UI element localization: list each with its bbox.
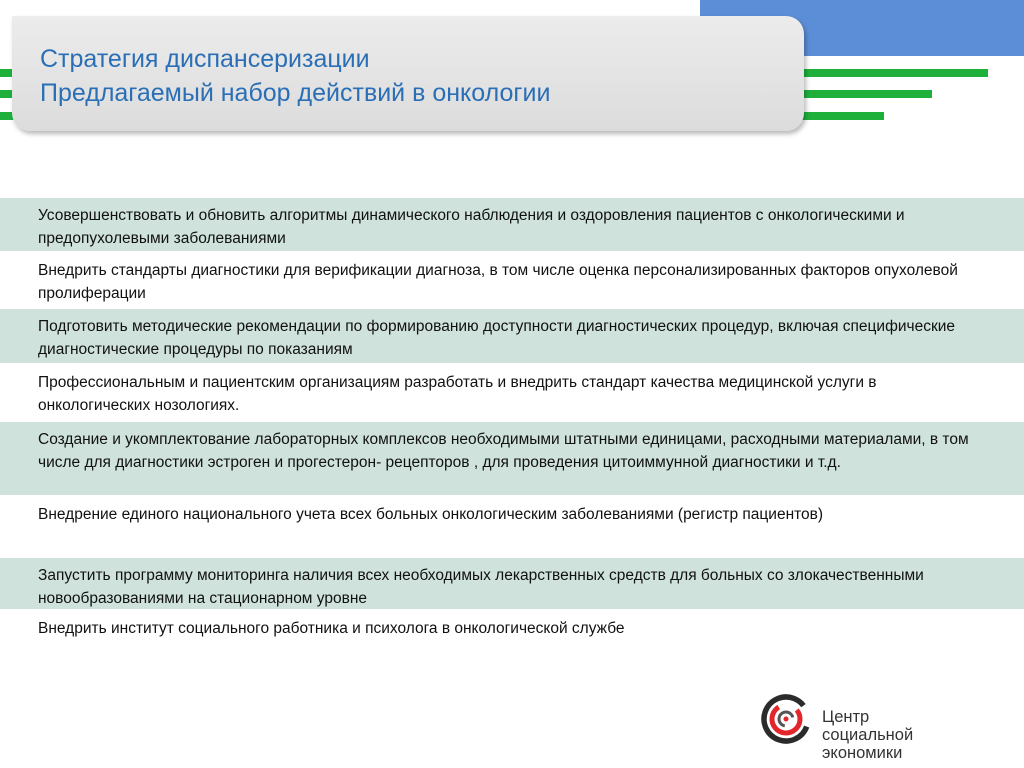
list-item: Подготовить методические рекомендации по формированию доступности диагностических процедур, включая специфические диагностические процедуры по показаниям xyxy=(0,309,1024,365)
title-card xyxy=(12,16,804,131)
list-item: Внедрить стандарты диагностики для верификации диагноза, в том числе оценка персонализированных факторов опухолевой пролиферации xyxy=(0,253,1024,309)
organization-logo xyxy=(760,688,960,768)
list-item: Создание и укомплектование лабораторных комплексов необходимыми штатными единицами, расходными материалами, в том числе для диагностики эстроген и прогестерон- рецепторов , для проведения цитоиммунной диагностики и т.д. xyxy=(0,422,1024,497)
list-item: Внедрить институт социального работника и психолога в онкологической службе xyxy=(0,611,1024,651)
logo-line-3: экономики xyxy=(822,744,903,762)
list-item: Усовершенствовать и обновить алгоритмы динамического наблюдения и оздоровления пациентов с онкологическими и предопухолевыми заболеваниями xyxy=(0,198,1024,253)
page-subtitle: Предлагаемый набор действий в онкологии xyxy=(40,79,551,107)
logo-line-1: Центр xyxy=(822,708,870,726)
logo-line-2: социальной xyxy=(822,726,914,744)
list-item: Запустить программу мониторинга наличия всех необходимых лекарственных средств для больных со злокачественными новообразованиями на стационарном уровне xyxy=(0,558,1024,611)
list-item: Профессиональным и пациентским организациям разработать и внедрить стандарт качества медицинской услуги в онкологических нозологиях. xyxy=(0,365,1024,422)
list-item: Внедрение единого национального учета всех больных онкологическим заболеваниями (регистр пациентов) xyxy=(0,497,1024,558)
action-list xyxy=(0,198,1024,651)
logo-text xyxy=(822,708,913,762)
page-title: Стратегия диспансеризации xyxy=(40,45,370,73)
logo-spiral-icon xyxy=(760,688,816,752)
